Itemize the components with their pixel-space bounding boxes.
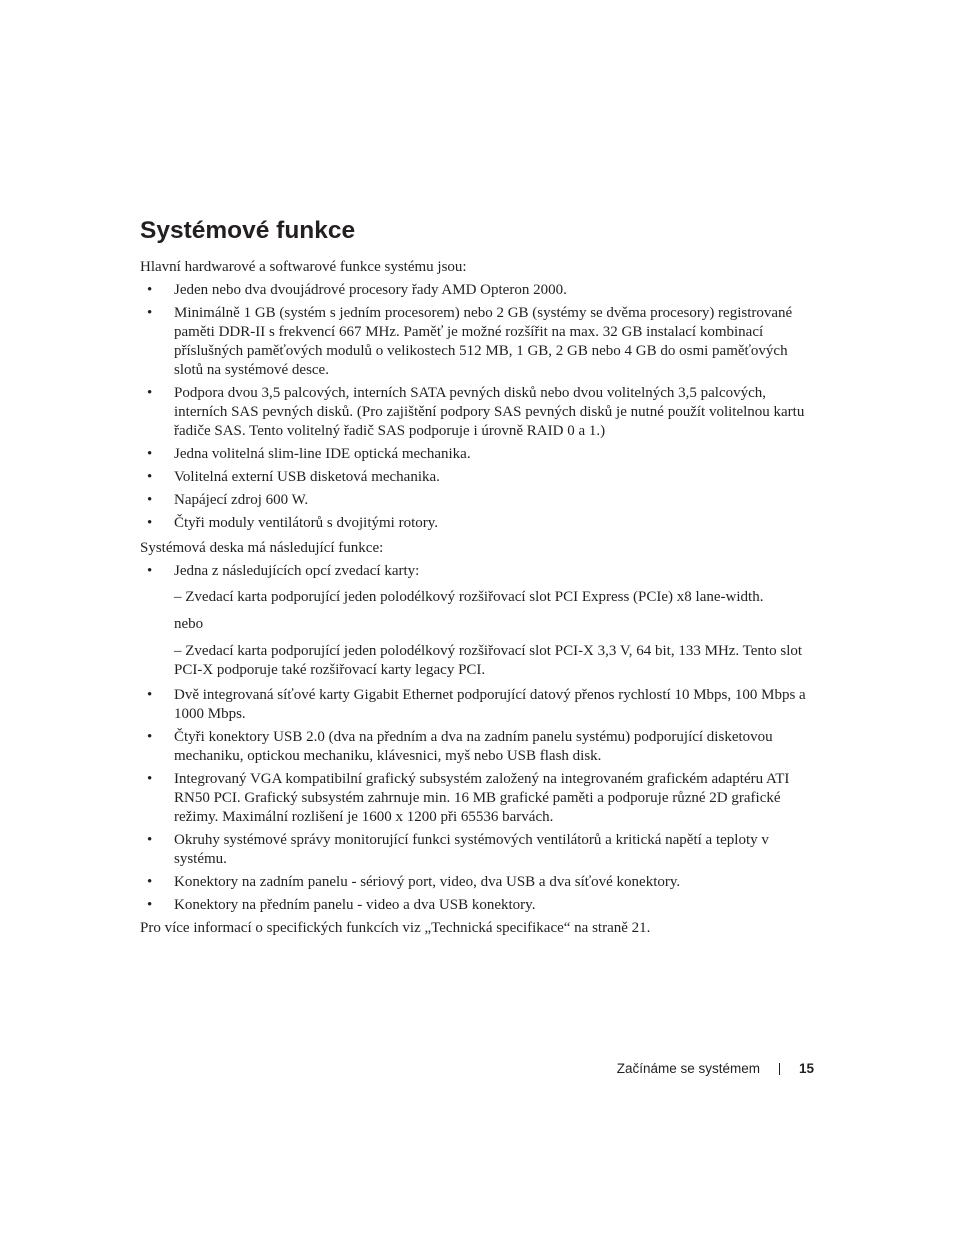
list-item-text: Dvě integrovaná síťové karty Gigabit Ethernet podporující datový přenos rychlostí 10 Mbps, 100 Mbps a 1000 Mbps. [174, 687, 806, 722]
list-item-text: Okruhy systémové správy monitorující funkci systémových ventilátorů a kritická napětí a teploty v systému. [174, 832, 769, 867]
bullet-icon: • [147, 492, 153, 508]
list-item-text: Podpora dvou 3,5 palcových, interních SATA pevných disků nebo dvou volitelných 3,5 palcových, interních SAS pevných disků. (Pro zajištění podpory SAS pevných disků je nutné použít volitelnou kartu řadiče SAS. Tento volitelný řadič SAS podporuje i úrovně RAID 0 a 1.) [174, 385, 805, 439]
list-item-text: Minimálně 1 GB (systém s jedním procesorem) nebo 2 GB (systémy se dvěma procesory) registrované paměti DDR-II s frekvencí 667 MHz. Paměť je možné rozšířit na max. 32 GB instalací kombinací příslušných paměťových modulů o velikostech 512 MB, 1 GB, 2 GB nebo 4 GB do osmi paměťových slotů na systémové desce. [174, 305, 793, 378]
page-title: Systémové funkce [140, 217, 356, 244]
list-item [140, 384, 820, 441]
bullet-icon: • [147, 469, 153, 485]
list-item-text: Čtyři moduly ventilátorů s dvojitými rotory. [174, 515, 439, 531]
board-intro-text: Systémová deska má následující funkce: [140, 540, 384, 556]
footer-divider [779, 1063, 780, 1075]
list-item-text: Jeden nebo dva dvoujádrové procesory řady AMD Opteron 2000. [174, 282, 567, 298]
bullet-icon: • [147, 771, 153, 787]
list-item [140, 770, 820, 827]
page-number: 15 [798, 1061, 814, 1076]
bullet-icon: • [147, 874, 153, 890]
list-item-text: Čtyři konektory USB 2.0 (dva na předním a dva na zadním panelu systému) podporující disketovou mechaniku, optickou mechaniku, klávesnici, myš nebo USB flash disk. [174, 729, 773, 764]
page-footer [560, 1061, 814, 1081]
intro-text: Hlavní hardwarové a softwarové funkce systému jsou: [140, 259, 467, 275]
list-item-text: Konektory na zadním panelu - sériový port, video, dva USB a dva síťové konektory. [174, 874, 681, 890]
bullet-icon: • [147, 729, 153, 745]
list-item [140, 831, 820, 869]
bullet-icon: • [147, 385, 153, 401]
bullet-icon: • [147, 897, 153, 913]
list-item-riser [140, 562, 820, 680]
riser-option-a: – Zvedací karta podporující jeden polodélkový rozšiřovací slot PCI Express (PCIe) x8 lane-width. [174, 589, 764, 605]
closing-text: Pro více informací o specifických funkcích viz „Technická specifikace“ na straně 21. [140, 920, 651, 936]
features-list [140, 281, 820, 533]
bullet-icon: • [147, 282, 153, 298]
list-item [140, 281, 820, 300]
list-item-text: Integrovaný VGA kompatibilní grafický subsystém založený na integrovaném grafickém adaptéru ATI RN50 PCI. Grafický subsystém zahrnuje min. 16 MB grafické paměti a podporuje různé 2D grafické režimy. Maximální rozlišení je 1600 x 1200 při 65536 barvách. [174, 771, 790, 825]
bullet-icon: • [147, 832, 153, 848]
footer-section-title: Začínáme se systémem [616, 1061, 760, 1076]
riser-options [174, 588, 820, 680]
riser-option-b: – Zvedací karta podporující jeden polodélkový rozšiřovací slot PCI-X 3,3 V, 64 bit, 133 MHz. Tento slot PCI-X podporuje také rozšiřovací karty legacy PCI. [174, 643, 803, 678]
list-item [140, 468, 820, 487]
list-item [140, 873, 820, 892]
list-item [140, 491, 820, 510]
list-item [140, 304, 820, 380]
riser-or-text: nebo [174, 616, 204, 632]
list-item [140, 686, 820, 724]
list-item-text: Jedna volitelná slim-line IDE optická mechanika. [174, 446, 471, 462]
riser-lead-text: Jedna z následujících opcí zvedací karty: [174, 563, 420, 579]
document-page [140, 214, 820, 938]
list-item [140, 445, 820, 464]
board-features-list [140, 562, 820, 915]
list-item [140, 896, 820, 915]
list-item [140, 514, 820, 533]
bullet-icon: • [147, 563, 153, 579]
list-item-text: Napájecí zdroj 600 W. [174, 492, 309, 508]
list-item-text: Volitelná externí USB disketová mechanika. [174, 469, 440, 485]
list-item-text: Konektory na předním panelu - video a dva USB konektory. [174, 897, 536, 913]
bullet-icon: • [147, 446, 153, 462]
bullet-icon: • [147, 305, 153, 321]
bullet-icon: • [147, 687, 153, 703]
bullet-icon: • [147, 515, 153, 531]
list-item [140, 728, 820, 766]
